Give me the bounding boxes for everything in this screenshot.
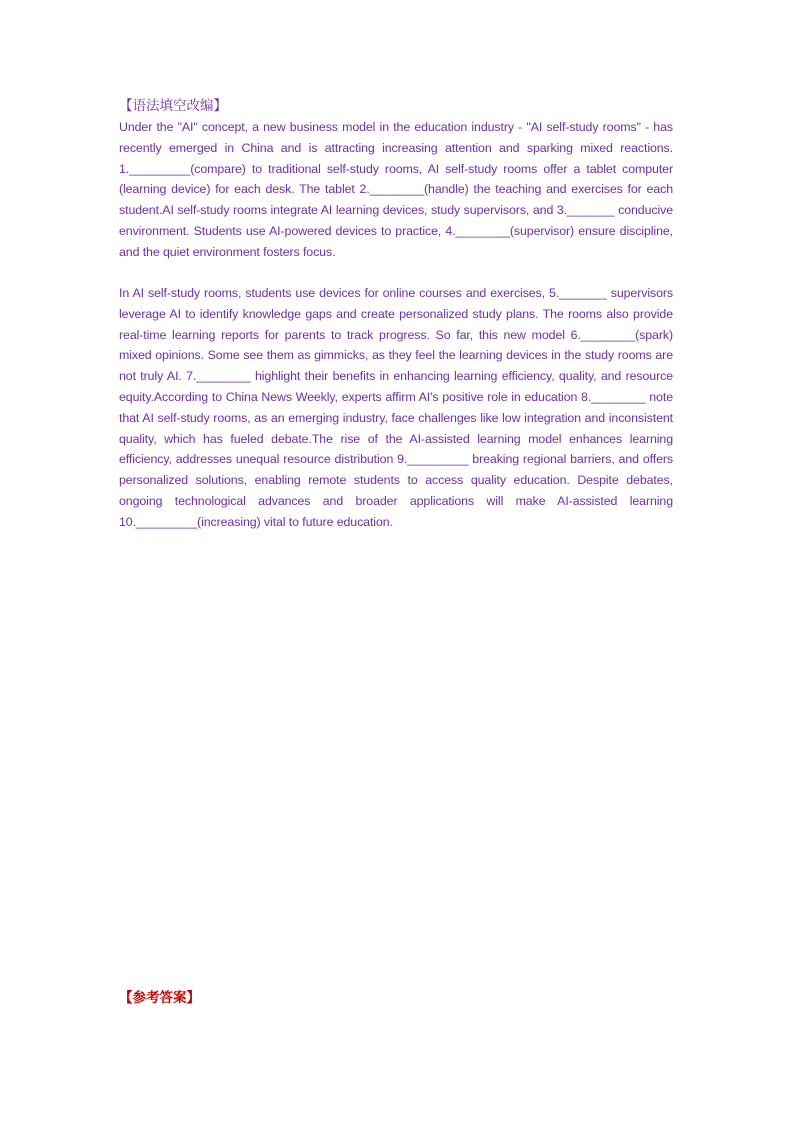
- paragraph-text: In AI self-study rooms, students use devices for online courses and exercises, 5._______ supervisors leverage AI to identify knowledge gaps and create personalized study plans. The rooms also provide real-time learning reports for parents to track progress. So far, this new model 6.________(spark) mixed opinions. Some see them as gimmicks, as they feel the learning devices in the study rooms are not truly AI. 7.________ highlight their benefits in enhancing learning efficiency, quality, and resource equity.According to China News Weekly, experts affirm AI's positive role in education 8.________ note that AI self-study rooms, as an emerging industry, face challenges like low integration and inconsistent quality, which has fueled debate.The rise of the AI-assisted learning model enhances learning efficiency, addresses unequal resource distribution 9._________ breaking regional barriers, and offers personalized solutions, enabling remote students to access quality education. Despite debates, ongoing technological advances and broader applications will make AI-assisted learning 10._________(increasing) vital to future education.: [119, 286, 673, 529]
- paragraph-text: Under the "AI" concept, a new business model in the education industry - "AI self-study rooms" - has recently emerged in China and is attracting increasing attention and sparking mixed reactions. 1._________(compare) to traditional self-study rooms, AI self-study rooms offer a tablet computer (learning device) for each desk. The tablet 2.________(handle) the teaching and exercises for each student.AI self-study rooms integrate AI learning devices, study supervisors, and 3._______ conducive environment. Students use AI-powered devices to practice, 4.________(supervisor) ensure discipline, and the quiet environment fosters focus.: [119, 120, 673, 259]
- passage-paragraph-1: [119, 117, 673, 263]
- question-heading: 【语法填空改编】: [119, 98, 227, 113]
- passage-paragraph-2: [119, 283, 673, 533]
- answer-heading: 【参考答案】: [119, 990, 200, 1005]
